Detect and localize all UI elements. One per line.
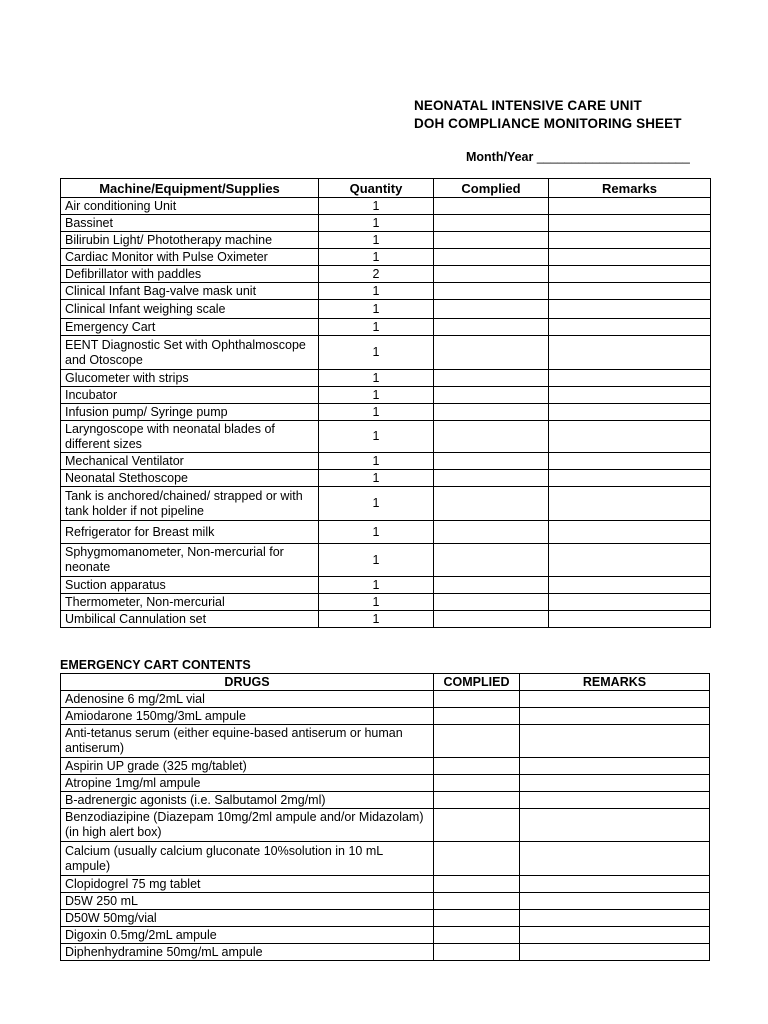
complied-cell[interactable]: [434, 521, 549, 544]
remarks-cell[interactable]: [549, 300, 711, 319]
complied-cell[interactable]: [434, 927, 520, 944]
drug-name-cell: Diphenhydramine 50mg/mL ampule: [61, 944, 434, 961]
remarks-cell[interactable]: [520, 876, 710, 893]
complied-cell[interactable]: [434, 944, 520, 961]
complied-cell[interactable]: [434, 725, 520, 758]
remarks-cell[interactable]: [549, 215, 711, 232]
equipment-item-cell: Glucometer with strips: [61, 370, 319, 387]
remarks-cell[interactable]: [549, 544, 711, 577]
equipment-item-cell: Umbilical Cannulation set: [61, 611, 319, 628]
drug-name-cell: Adenosine 6 mg/2mL vial: [61, 691, 434, 708]
quantity-cell: 1: [319, 453, 434, 470]
table-row: [61, 215, 711, 232]
month-year-label: Month/Year: [466, 150, 534, 164]
complied-cell[interactable]: [434, 792, 520, 809]
table-row: [61, 594, 711, 611]
table-row: [61, 691, 710, 708]
unit-title: NEONATAL INTENSIVE CARE UNIT: [414, 98, 642, 113]
table-row: [61, 611, 711, 628]
drug-name-cell: Anti-tetanus serum (either equine-based antiserum or human antiserum): [61, 725, 434, 758]
table-row: [61, 266, 711, 283]
quantity-cell: 1: [319, 421, 434, 453]
column-header-remarks: Remarks: [549, 179, 711, 198]
remarks-cell[interactable]: [520, 725, 710, 758]
drug-name-cell: Digoxin 0.5mg/2mL ampule: [61, 927, 434, 944]
quantity-cell: 1: [319, 521, 434, 544]
table-row: [61, 198, 711, 215]
remarks-cell[interactable]: [549, 487, 711, 521]
table-row: [61, 319, 711, 336]
complied-cell[interactable]: [434, 283, 549, 300]
complied-cell[interactable]: [434, 893, 520, 910]
complied-cell[interactable]: [434, 470, 549, 487]
column-header-drugs: DRUGS: [61, 674, 434, 691]
month-year-field[interactable]: [466, 150, 690, 164]
quantity-cell: 1: [319, 232, 434, 249]
equipment-item-cell: Refrigerator for Breast milk: [61, 521, 319, 544]
drug-name-cell: D50W 50mg/vial: [61, 910, 434, 927]
column-header-remarks: REMARKS: [520, 674, 710, 691]
table-row: [61, 336, 711, 370]
complied-cell[interactable]: [434, 876, 520, 893]
quantity-cell: 1: [319, 283, 434, 300]
remarks-cell[interactable]: [520, 809, 710, 842]
remarks-cell[interactable]: [520, 792, 710, 809]
remarks-cell[interactable]: [520, 758, 710, 775]
remarks-cell[interactable]: [549, 611, 711, 628]
equipment-item-cell: Bilirubin Light/ Phototherapy machine: [61, 232, 319, 249]
table-row: [61, 876, 710, 893]
complied-cell[interactable]: [434, 266, 549, 283]
remarks-cell[interactable]: [520, 691, 710, 708]
remarks-cell[interactable]: [549, 387, 711, 404]
quantity-cell: 1: [319, 544, 434, 577]
table-row: [61, 283, 711, 300]
table-row: [61, 232, 711, 249]
complied-cell[interactable]: [434, 775, 520, 792]
equipment-item-cell: Air conditioning Unit: [61, 198, 319, 215]
table-row: [61, 725, 710, 758]
remarks-cell[interactable]: [520, 708, 710, 725]
column-header-complied: Complied: [434, 179, 549, 198]
complied-cell[interactable]: [434, 198, 549, 215]
remarks-cell[interactable]: [520, 944, 710, 961]
quantity-cell: 1: [319, 370, 434, 387]
complied-cell[interactable]: [434, 421, 549, 453]
table-row: [61, 708, 710, 725]
remarks-cell[interactable]: [549, 470, 711, 487]
remarks-cell[interactable]: [520, 775, 710, 792]
drug-name-cell: B-adrenergic agonists (i.e. Salbutamol 2mg/ml): [61, 792, 434, 809]
equipment-item-cell: Thermometer, Non-mercurial: [61, 594, 319, 611]
quantity-cell: 1: [319, 336, 434, 370]
table-row: [61, 453, 711, 470]
quantity-cell: 1: [319, 387, 434, 404]
complied-cell[interactable]: [434, 370, 549, 387]
equipment-item-cell: Incubator: [61, 387, 319, 404]
quantity-cell: 1: [319, 611, 434, 628]
equipment-item-cell: Suction apparatus: [61, 577, 319, 594]
quantity-cell: 1: [319, 319, 434, 336]
table-row: [61, 521, 711, 544]
drug-name-cell: Atropine 1mg/ml ampule: [61, 775, 434, 792]
table-row: [61, 470, 711, 487]
table-row: [61, 544, 711, 577]
table-row: [61, 758, 710, 775]
equipment-item-cell: Laryngoscope with neonatal blades of different sizes: [61, 421, 319, 453]
equipment-table: [60, 178, 711, 628]
complied-cell[interactable]: [434, 336, 549, 370]
table-row: [61, 577, 711, 594]
quantity-cell: 1: [319, 577, 434, 594]
complied-cell[interactable]: [434, 594, 549, 611]
remarks-cell[interactable]: [549, 319, 711, 336]
equipment-item-cell: Bassinet: [61, 215, 319, 232]
equipment-item-cell: Clinical Infant Bag-valve mask unit: [61, 283, 319, 300]
remarks-cell[interactable]: [549, 283, 711, 300]
drug-name-cell: Calcium (usually calcium gluconate 10%solution in 10 mL ampule): [61, 842, 434, 876]
equipment-item-cell: Mechanical Ventilator: [61, 453, 319, 470]
equipment-item-cell: Clinical Infant weighing scale: [61, 300, 319, 319]
remarks-cell[interactable]: [520, 927, 710, 944]
equipment-item-cell: Emergency Cart: [61, 319, 319, 336]
table-header-row: [61, 179, 711, 198]
complied-cell[interactable]: [434, 842, 520, 876]
equipment-item-cell: EENT Diagnostic Set with Ophthalmoscope and Otoscope: [61, 336, 319, 370]
table-row: [61, 487, 711, 521]
equipment-item-cell: Sphygmomanometer, Non-mercurial for neonate: [61, 544, 319, 577]
complied-cell[interactable]: [434, 487, 549, 521]
remarks-cell[interactable]: [549, 266, 711, 283]
drug-name-cell: Aspirin UP grade (325 mg/tablet): [61, 758, 434, 775]
table-row: [61, 300, 711, 319]
table-row: [61, 775, 710, 792]
table-header-row: [61, 674, 710, 691]
equipment-item-cell: Neonatal Stethoscope: [61, 470, 319, 487]
table-row: [61, 792, 710, 809]
remarks-cell[interactable]: [549, 370, 711, 387]
remarks-cell[interactable]: [549, 404, 711, 421]
month-year-blank[interactable]: ______________________: [536, 150, 690, 164]
remarks-cell[interactable]: [549, 198, 711, 215]
remarks-cell[interactable]: [520, 893, 710, 910]
complied-cell[interactable]: [434, 691, 520, 708]
remarks-cell[interactable]: [549, 232, 711, 249]
table-row: [61, 370, 711, 387]
complied-cell[interactable]: [434, 809, 520, 842]
table-row: [61, 842, 710, 876]
complied-cell[interactable]: [434, 215, 549, 232]
complied-cell[interactable]: [434, 453, 549, 470]
remarks-cell[interactable]: [520, 842, 710, 876]
table-row: [61, 421, 711, 453]
complied-cell[interactable]: [434, 319, 549, 336]
column-header-complied: COMPLIED: [434, 674, 520, 691]
complied-cell[interactable]: [434, 232, 549, 249]
remarks-cell[interactable]: [549, 453, 711, 470]
complied-cell[interactable]: [434, 300, 549, 319]
sheet-title: DOH COMPLIANCE MONITORING SHEET: [414, 116, 682, 131]
complied-cell[interactable]: [434, 708, 520, 725]
equipment-item-cell: Cardiac Monitor with Pulse Oximeter: [61, 249, 319, 266]
table-row: [61, 249, 711, 266]
quantity-cell: 1: [319, 215, 434, 232]
table-row: [61, 387, 711, 404]
drug-name-cell: Clopidogrel 75 mg tablet: [61, 876, 434, 893]
complied-cell[interactable]: [434, 910, 520, 927]
complied-cell[interactable]: [434, 577, 549, 594]
quantity-cell: 1: [319, 487, 434, 521]
quantity-cell: 1: [319, 404, 434, 421]
complied-cell[interactable]: [434, 387, 549, 404]
complied-cell[interactable]: [434, 404, 549, 421]
complied-cell[interactable]: [434, 758, 520, 775]
quantity-cell: 1: [319, 594, 434, 611]
complied-cell[interactable]: [434, 249, 549, 266]
table-row: [61, 944, 710, 961]
equipment-item-cell: Infusion pump/ Syringe pump: [61, 404, 319, 421]
remarks-cell[interactable]: [520, 910, 710, 927]
table-row: [61, 893, 710, 910]
remarks-cell[interactable]: [549, 594, 711, 611]
table-row: [61, 910, 710, 927]
table-row: [61, 927, 710, 944]
drug-name-cell: Benzodiazipine (Diazepam 10mg/2ml ampule and/or Midazolam) (in high alert box): [61, 809, 434, 842]
remarks-cell[interactable]: [549, 249, 711, 266]
remarks-cell[interactable]: [549, 421, 711, 453]
complied-cell[interactable]: [434, 544, 549, 577]
drug-name-cell: Amiodarone 150mg/3mL ampule: [61, 708, 434, 725]
quantity-cell: 2: [319, 266, 434, 283]
drug-name-cell: D5W 250 mL: [61, 893, 434, 910]
column-header-equipment: Machine/Equipment/Supplies: [61, 179, 319, 198]
quantity-cell: 1: [319, 300, 434, 319]
remarks-cell[interactable]: [549, 336, 711, 370]
document-header: [414, 97, 682, 133]
complied-cell[interactable]: [434, 611, 549, 628]
quantity-cell: 1: [319, 470, 434, 487]
quantity-cell: 1: [319, 249, 434, 266]
drugs-table: [60, 673, 710, 961]
table-row: [61, 809, 710, 842]
emergency-cart-title: EMERGENCY CART CONTENTS: [60, 658, 251, 672]
equipment-item-cell: Defibrillator with paddles: [61, 266, 319, 283]
quantity-cell: 1: [319, 198, 434, 215]
remarks-cell[interactable]: [549, 521, 711, 544]
table-row: [61, 404, 711, 421]
remarks-cell[interactable]: [549, 577, 711, 594]
equipment-item-cell: Tank is anchored/chained/ strapped or with tank holder if not pipeline: [61, 487, 319, 521]
column-header-quantity: Quantity: [319, 179, 434, 198]
